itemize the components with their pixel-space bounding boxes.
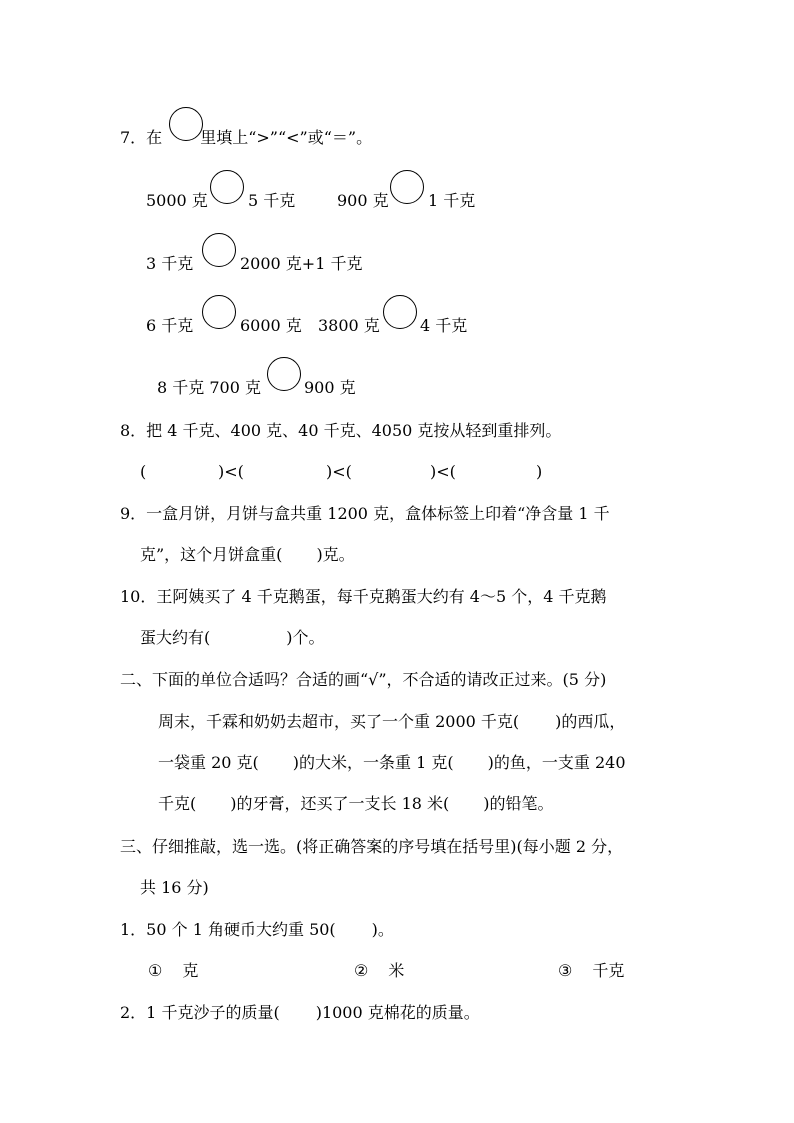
q7-row3-b: 6000 克 — [240, 316, 302, 335]
q7-row1-d: 1 千克 — [428, 191, 476, 210]
q10-line2: 蛋大约有( )个。 — [140, 628, 325, 647]
q7-stem: 7．在 里填上“>”“<”或“＝”。 — [120, 128, 373, 147]
q7-row2-a: 3 千克 — [146, 254, 194, 273]
s3-q1-option-2[interactable]: ② 米 — [354, 961, 405, 980]
s3-q1-option-3[interactable]: ③ 千克 — [558, 961, 625, 980]
compare-circle-3[interactable] — [202, 233, 236, 267]
q7-row3-d: 4 千克 — [420, 316, 468, 335]
q8-stem: 8．把 4 千克、400 克、40 千克、4050 克按从轻到重排列。 — [120, 421, 562, 440]
q9-line2: 克”，这个月饼盒重( )克。 — [140, 545, 355, 564]
q7-row3-a: 6 千克 — [146, 316, 194, 335]
q7-row1-b: 5 千克 — [248, 191, 296, 210]
compare-circle-4[interactable] — [202, 295, 236, 329]
q10-line1: 10．王阿姨买了 4 千克鹅蛋，每千克鹅蛋大约有 4～5 个，4 千克鹅 — [120, 587, 607, 606]
compare-circle-1[interactable] — [210, 170, 244, 204]
q8-slot-2: )<( — [218, 462, 244, 481]
section3-title-line1: 三、仔细推敲，选一选。(将正确答案的序号填在括号里)(每小题 2 分， — [120, 837, 624, 856]
compare-circle-5[interactable] — [383, 295, 417, 329]
compare-circle-example — [169, 107, 203, 141]
compare-circle-2[interactable] — [390, 170, 424, 204]
section2-line1: 周末，千霖和奶奶去超市，买了一个重 2000 千克( )的西瓜， — [158, 712, 626, 731]
q8-slot-5: ) — [536, 462, 543, 481]
q9-line1: 9．一盒月饼，月饼与盒共重 1200 克，盒体标签上印着“净含量 1 千 — [120, 504, 610, 523]
compare-circle-6[interactable] — [267, 357, 301, 391]
q7-row2-b: 2000 克+1 千克 — [240, 254, 363, 273]
s3-q2: 2．1 千克沙子的质量( )1000 克棉花的质量。 — [120, 1003, 480, 1022]
section2-title: 二、下面的单位合适吗？合适的画“√”，不合适的请改正过来。(5 分) — [120, 670, 607, 689]
q7-row4-b: 900 克 — [304, 378, 356, 397]
q7-row4-a: 8 千克 700 克 — [157, 378, 261, 397]
s3-q1-option-1[interactable]: ① 克 — [148, 961, 199, 980]
section2-line2: 一袋重 20 克( )的大米，一条重 1 克( )的鱼，一支重 240 — [158, 753, 626, 772]
section3-title-line2: 共 16 分) — [140, 878, 209, 897]
q8-slot-1: ( — [140, 462, 147, 481]
q7-row1-a: 5000 克 — [146, 191, 208, 210]
q8-slot-4: )<( — [430, 462, 456, 481]
q7-row3-c: 3800 克 — [318, 316, 380, 335]
q7-row1-c: 900 克 — [337, 191, 389, 210]
s3-q1: 1．50 个 1 角硬币大约重 50( )。 — [120, 920, 394, 939]
section2-line3: 千克( )的牙膏，还买了一支长 18 米( )的铅笔。 — [158, 794, 554, 813]
q8-slot-3: )<( — [326, 462, 352, 481]
